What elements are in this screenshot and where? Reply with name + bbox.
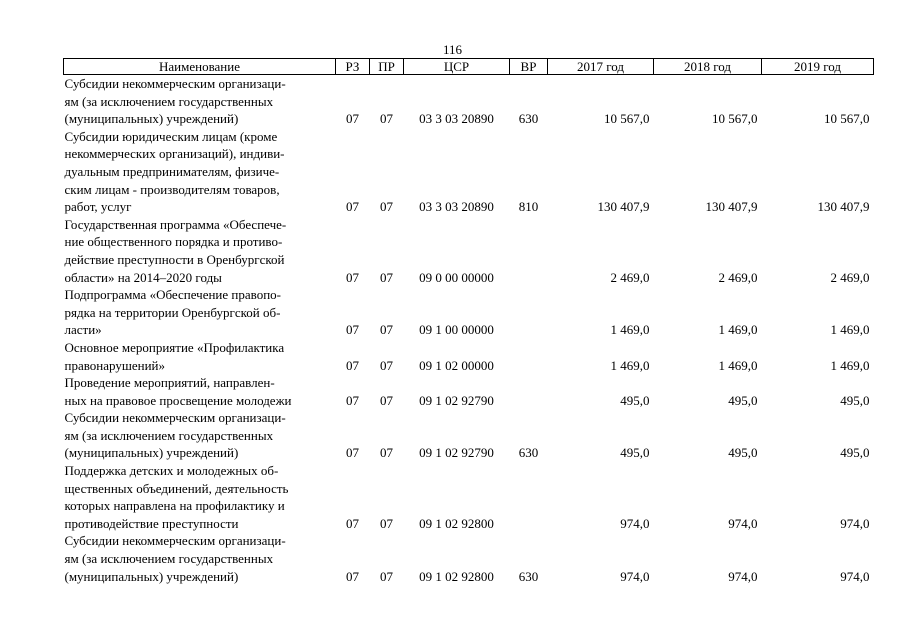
row-name-line: (муниципальных) учреждений)	[64, 568, 239, 584]
row-rz: 07	[346, 322, 359, 338]
row-name	[64, 409, 336, 462]
row-2019: 1 469,0	[830, 357, 870, 373]
page-number: 116	[442, 42, 463, 57]
row-rz: 07	[346, 445, 359, 461]
row-2017: 1 469,0	[610, 322, 650, 338]
row-rz: 07	[346, 568, 359, 584]
row-pr: 07	[380, 269, 393, 285]
row-name-line: ласти»	[64, 322, 102, 338]
row-csr: 09 0 00 00000	[419, 269, 494, 285]
row-name-line: (муниципальных) учреждений)	[64, 445, 239, 461]
row-name-line: работ, услуг	[64, 199, 132, 215]
row-name-line: рядка на территории Оренбургской об-	[64, 304, 281, 320]
row-rz: 07	[346, 199, 359, 215]
row-rz: 07	[346, 357, 359, 373]
row-2017: 130 407,9	[597, 199, 650, 215]
row-pr: 07	[380, 445, 393, 461]
budget-table	[63, 58, 874, 585]
row-pr: 07	[380, 322, 393, 338]
row-name-line: противодействие преступности	[64, 515, 239, 531]
row-name-line: которых направлена на профилактику и	[64, 498, 285, 514]
row-2018: 2 469,0	[718, 269, 758, 285]
row-2019: 495,0	[840, 445, 870, 461]
row-pr: 07	[380, 111, 393, 127]
row-name-line: Субсидии некоммерческим организаци-	[64, 533, 286, 549]
row-name-line: ных на правовое просвещение молодежи	[64, 392, 292, 408]
row-2017: 974,0	[620, 515, 650, 531]
row-name	[64, 462, 336, 532]
row-name-line: некоммерческих организаций), индиви-	[64, 146, 285, 162]
header-pr: ПР	[370, 59, 404, 75]
table-header-row	[64, 59, 874, 75]
row-2018: 1 469,0	[718, 322, 758, 338]
row-name	[64, 75, 336, 128]
row-rz: 07	[346, 269, 359, 285]
row-2017: 495,0	[620, 445, 650, 461]
row-name-line: дуальным предпринимателям, физиче-	[64, 163, 280, 179]
row-vr: 630	[518, 568, 539, 584]
table-row	[64, 128, 874, 216]
row-rz: 07	[346, 111, 359, 127]
row-csr: 03 3 03 20890	[419, 111, 494, 127]
row-vr	[510, 462, 548, 532]
row-vr: 630	[518, 445, 539, 461]
row-2019: 1 469,0	[830, 322, 870, 338]
row-2019: 495,0	[840, 392, 870, 408]
row-2019: 974,0	[840, 515, 870, 531]
row-2019: 974,0	[840, 568, 870, 584]
row-vr	[510, 286, 548, 339]
row-name-line: Проведение мероприятий, направлен-	[64, 375, 275, 391]
header-name: Наименование	[64, 59, 336, 75]
row-csr: 09 1 02 92790	[419, 392, 494, 408]
header-2017: 2017 год	[548, 59, 654, 75]
table-row	[64, 462, 874, 532]
row-name	[64, 532, 336, 585]
row-name-line: (муниципальных) учреждений)	[64, 111, 239, 127]
row-name	[64, 216, 336, 286]
row-name	[64, 339, 336, 374]
row-name-line: Субсидии некоммерческим организаци-	[64, 410, 286, 426]
row-vr	[510, 374, 548, 409]
row-2018: 10 567,0	[712, 111, 758, 127]
table-row	[64, 409, 874, 462]
row-name	[64, 128, 336, 216]
row-name	[64, 286, 336, 339]
row-name-line: ям (за исключением государственных	[64, 427, 274, 443]
table-row	[64, 532, 874, 585]
table-body	[64, 75, 874, 586]
table-row	[64, 339, 874, 374]
header-2018: 2018 год	[654, 59, 762, 75]
row-csr: 09 1 00 00000	[419, 322, 494, 338]
row-pr: 07	[380, 568, 393, 584]
row-name-line: Основное мероприятие «Профилактика	[64, 339, 285, 355]
row-pr: 07	[380, 392, 393, 408]
row-2017: 1 469,0	[610, 357, 650, 373]
table-row	[64, 216, 874, 286]
row-csr: 09 1 02 00000	[419, 357, 494, 373]
row-name-line: действие преступности в Оренбургской	[64, 251, 285, 267]
row-name-line: ям (за исключением государственных	[64, 551, 274, 567]
header-vr: ВР	[510, 59, 548, 75]
row-2018: 1 469,0	[718, 357, 758, 373]
row-name-line: ям (за исключением государственных	[64, 93, 274, 109]
row-name-line: Подпрограмма «Обеспечение правопо-	[64, 287, 281, 303]
row-rz: 07	[346, 515, 359, 531]
row-2017: 10 567,0	[604, 111, 650, 127]
row-2018: 974,0	[728, 515, 758, 531]
row-name-line: правонарушений»	[64, 357, 165, 373]
row-rz: 07	[346, 392, 359, 408]
row-name-line: Субсидии некоммерческим организаци-	[64, 76, 286, 91]
row-vr: 630	[518, 111, 539, 127]
row-pr: 07	[380, 357, 393, 373]
table-row	[64, 286, 874, 339]
row-name-line: области» на 2014–2020 годы	[64, 269, 222, 285]
row-2017: 2 469,0	[610, 269, 650, 285]
row-2019: 130 407,9	[817, 199, 870, 215]
header-rz: РЗ	[336, 59, 370, 75]
row-vr	[510, 339, 548, 374]
row-2018: 495,0	[728, 445, 758, 461]
row-name-line: Государственная программа «Обеспече-	[64, 216, 287, 232]
row-name-line: щественных объединений, деятельность	[64, 480, 289, 496]
row-csr: 09 1 02 92800	[419, 515, 494, 531]
row-2018: 495,0	[728, 392, 758, 408]
row-pr: 07	[380, 515, 393, 531]
row-name-line: Субсидии юридическим лицам (кроме	[64, 128, 278, 144]
table-row	[64, 75, 874, 128]
row-2017: 495,0	[620, 392, 650, 408]
row-name-line: Поддержка детских и молодежных об-	[64, 463, 279, 479]
row-name-line: ние общественного порядка и противо-	[64, 234, 283, 250]
row-2019: 10 567,0	[824, 111, 870, 127]
row-vr	[510, 216, 548, 286]
header-2019: 2019 год	[762, 59, 874, 75]
row-2017: 974,0	[620, 568, 650, 584]
header-csr: ЦСР	[404, 59, 510, 75]
row-name-line: ским лицам - производителям товаров,	[64, 181, 280, 197]
row-csr: 09 1 02 92790	[419, 445, 494, 461]
table-row	[64, 374, 874, 409]
row-vr: 810	[518, 199, 539, 215]
row-2018: 130 407,9	[705, 199, 758, 215]
row-2019: 2 469,0	[830, 269, 870, 285]
row-csr: 03 3 03 20890	[419, 199, 494, 215]
row-name	[64, 374, 336, 409]
row-csr: 09 1 02 92800	[419, 568, 494, 584]
row-2018: 974,0	[728, 568, 758, 584]
row-pr: 07	[380, 199, 393, 215]
